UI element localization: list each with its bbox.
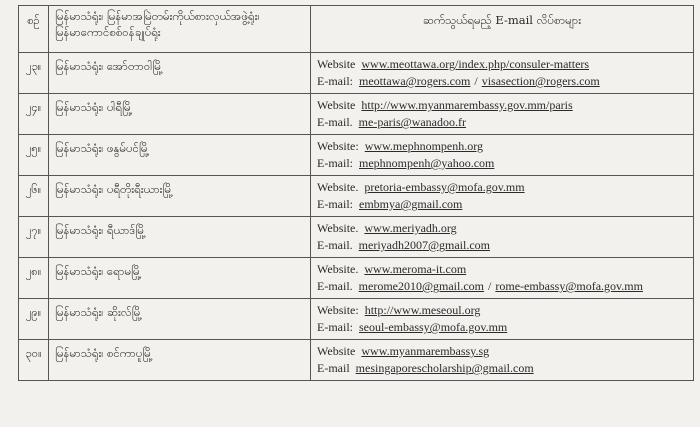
website-line: [317, 343, 687, 360]
email-label: E-mail:: [317, 320, 353, 334]
website-line: [317, 56, 687, 73]
table-row: [19, 340, 694, 381]
email-line: [317, 114, 687, 131]
email-line: [317, 155, 687, 172]
table-row: [19, 258, 694, 299]
website-label: Website:: [317, 139, 359, 153]
email-line: [317, 319, 687, 336]
website-link[interactable]: www.meroma-it.com: [364, 262, 467, 276]
contact-cell: [311, 217, 694, 258]
email-link[interactable]: meriyadh2007@gmail.com: [358, 238, 491, 252]
email-link[interactable]: mephnompenh@yahoo.com: [359, 156, 495, 170]
table-header-row: [19, 6, 694, 53]
email-label: E-mail.: [317, 238, 353, 252]
header-mission: [49, 6, 311, 53]
email-link[interactable]: merome2010@gmail.com: [358, 279, 485, 293]
link-separator: /: [488, 279, 492, 293]
table-body: [19, 53, 694, 381]
website-line: [317, 97, 687, 114]
header-mission-line1: မြန်မာသံရုံး၊ မြန်မာအမြဲတမ်းကိုယ်စားလှယ်အဖွဲ့ရုံး၊: [55, 9, 260, 23]
website-line: [317, 220, 687, 237]
row-number: ၂၃။: [19, 53, 49, 94]
website-line: [317, 179, 687, 196]
website-link[interactable]: www.myanmarembassy.sg: [361, 344, 490, 358]
email-link[interactable]: meottawa@rogers.com: [359, 74, 471, 88]
website-link[interactable]: www.meriyadh.org: [364, 221, 457, 235]
row-number: ၂၆။: [19, 176, 49, 217]
header-number: စဉ်: [19, 6, 49, 53]
row-number: ၂၈။: [19, 258, 49, 299]
row-number: ၃၀။: [19, 340, 49, 381]
contact-cell: [311, 340, 694, 381]
email-label: E-mail:: [317, 156, 353, 170]
website-label: Website: [317, 344, 356, 358]
email-link[interactable]: embmya@gmail.com: [359, 197, 463, 211]
email-link[interactable]: me-paris@wanadoo.fr: [358, 115, 466, 129]
website-link[interactable]: http://www.meseoul.org: [364, 303, 481, 317]
website-link[interactable]: www.mephnompenh.org: [364, 139, 484, 153]
email-link[interactable]: visasection@rogers.com: [481, 74, 600, 88]
email-line: [317, 278, 687, 295]
table-row: [19, 299, 694, 340]
contact-cell: [311, 258, 694, 299]
email-link[interactable]: mesingaporescholarship@gmail.com: [355, 361, 534, 375]
header-mission-line2: မြန်မာကောင်စစ်ဝန်ချုပ်ရုံး: [55, 25, 161, 39]
website-label: Website.: [317, 180, 359, 194]
website-label: Website.: [317, 221, 359, 235]
table-row: [19, 135, 694, 176]
email-line: [317, 237, 687, 254]
contact-cell: [311, 53, 694, 94]
mission-name: မြန်မာသံရုံး၊ စင်ကာပူမြို့: [49, 340, 311, 381]
email-line: [317, 360, 687, 377]
contact-cell: [311, 94, 694, 135]
row-number: ၂၇။: [19, 217, 49, 258]
mission-name: မြန်မာသံရုံး၊ ဆိုးလ်မြို့: [49, 299, 311, 340]
row-number: ၂၅။: [19, 135, 49, 176]
table-row: [19, 217, 694, 258]
table-row: [19, 176, 694, 217]
website-link[interactable]: http://www.myanmarembassy.gov.mm/paris: [361, 98, 573, 112]
website-line: [317, 261, 687, 278]
website-link[interactable]: www.meottawa.org/index.php/consuler-matters: [361, 57, 590, 71]
email-label: E-mail: [317, 361, 350, 375]
website-line: [317, 138, 687, 155]
row-number: ၂၉။: [19, 299, 49, 340]
link-separator: /: [474, 74, 478, 88]
mission-name: မြန်မာသံရုံး၊ ရီယာဒ်မြို့: [49, 217, 311, 258]
mission-name: မြန်မာသံရုံး၊ ပါရီမြို့: [49, 94, 311, 135]
email-line: [317, 73, 687, 90]
website-label: Website: [317, 98, 356, 112]
email-line: [317, 196, 687, 213]
mission-name: မြန်မာသံရုံး၊ ရောမမြို့: [49, 258, 311, 299]
contact-cell: [311, 299, 694, 340]
email-label: E-mail:: [317, 197, 353, 211]
row-number: ၂၄။: [19, 94, 49, 135]
email-label: E-mail.: [317, 115, 353, 129]
email-link[interactable]: seoul-embassy@mofa.gov.mm: [359, 320, 508, 334]
website-label: Website: [317, 57, 356, 71]
email-label: E-mail.: [317, 279, 353, 293]
mission-name: မြန်မာသံရုံး၊ အော်တာဝါမြို့: [49, 53, 311, 94]
contact-cell: [311, 135, 694, 176]
embassy-contact-table: [18, 5, 694, 381]
website-line: [317, 302, 687, 319]
website-link[interactable]: pretoria-embassy@mofa.gov.mm: [364, 180, 525, 194]
table-row: [19, 53, 694, 94]
website-label: Website:: [317, 303, 359, 317]
table-row: [19, 94, 694, 135]
website-label: Website.: [317, 262, 359, 276]
email-label: E-mail:: [317, 74, 353, 88]
mission-name: မြန်မာသံရုံး၊ ပရီတိုးရီးယားမြို့: [49, 176, 311, 217]
contact-cell: [311, 176, 694, 217]
mission-name: မြန်မာသံရုံး၊ ဖနွမ်ပင်မြို့: [49, 135, 311, 176]
email-link[interactable]: rome-embassy@mofa.gov.mm: [495, 279, 643, 293]
header-contact: ဆက်သွယ်ရမည့် E-mail လိပ်စာများ: [311, 6, 694, 53]
